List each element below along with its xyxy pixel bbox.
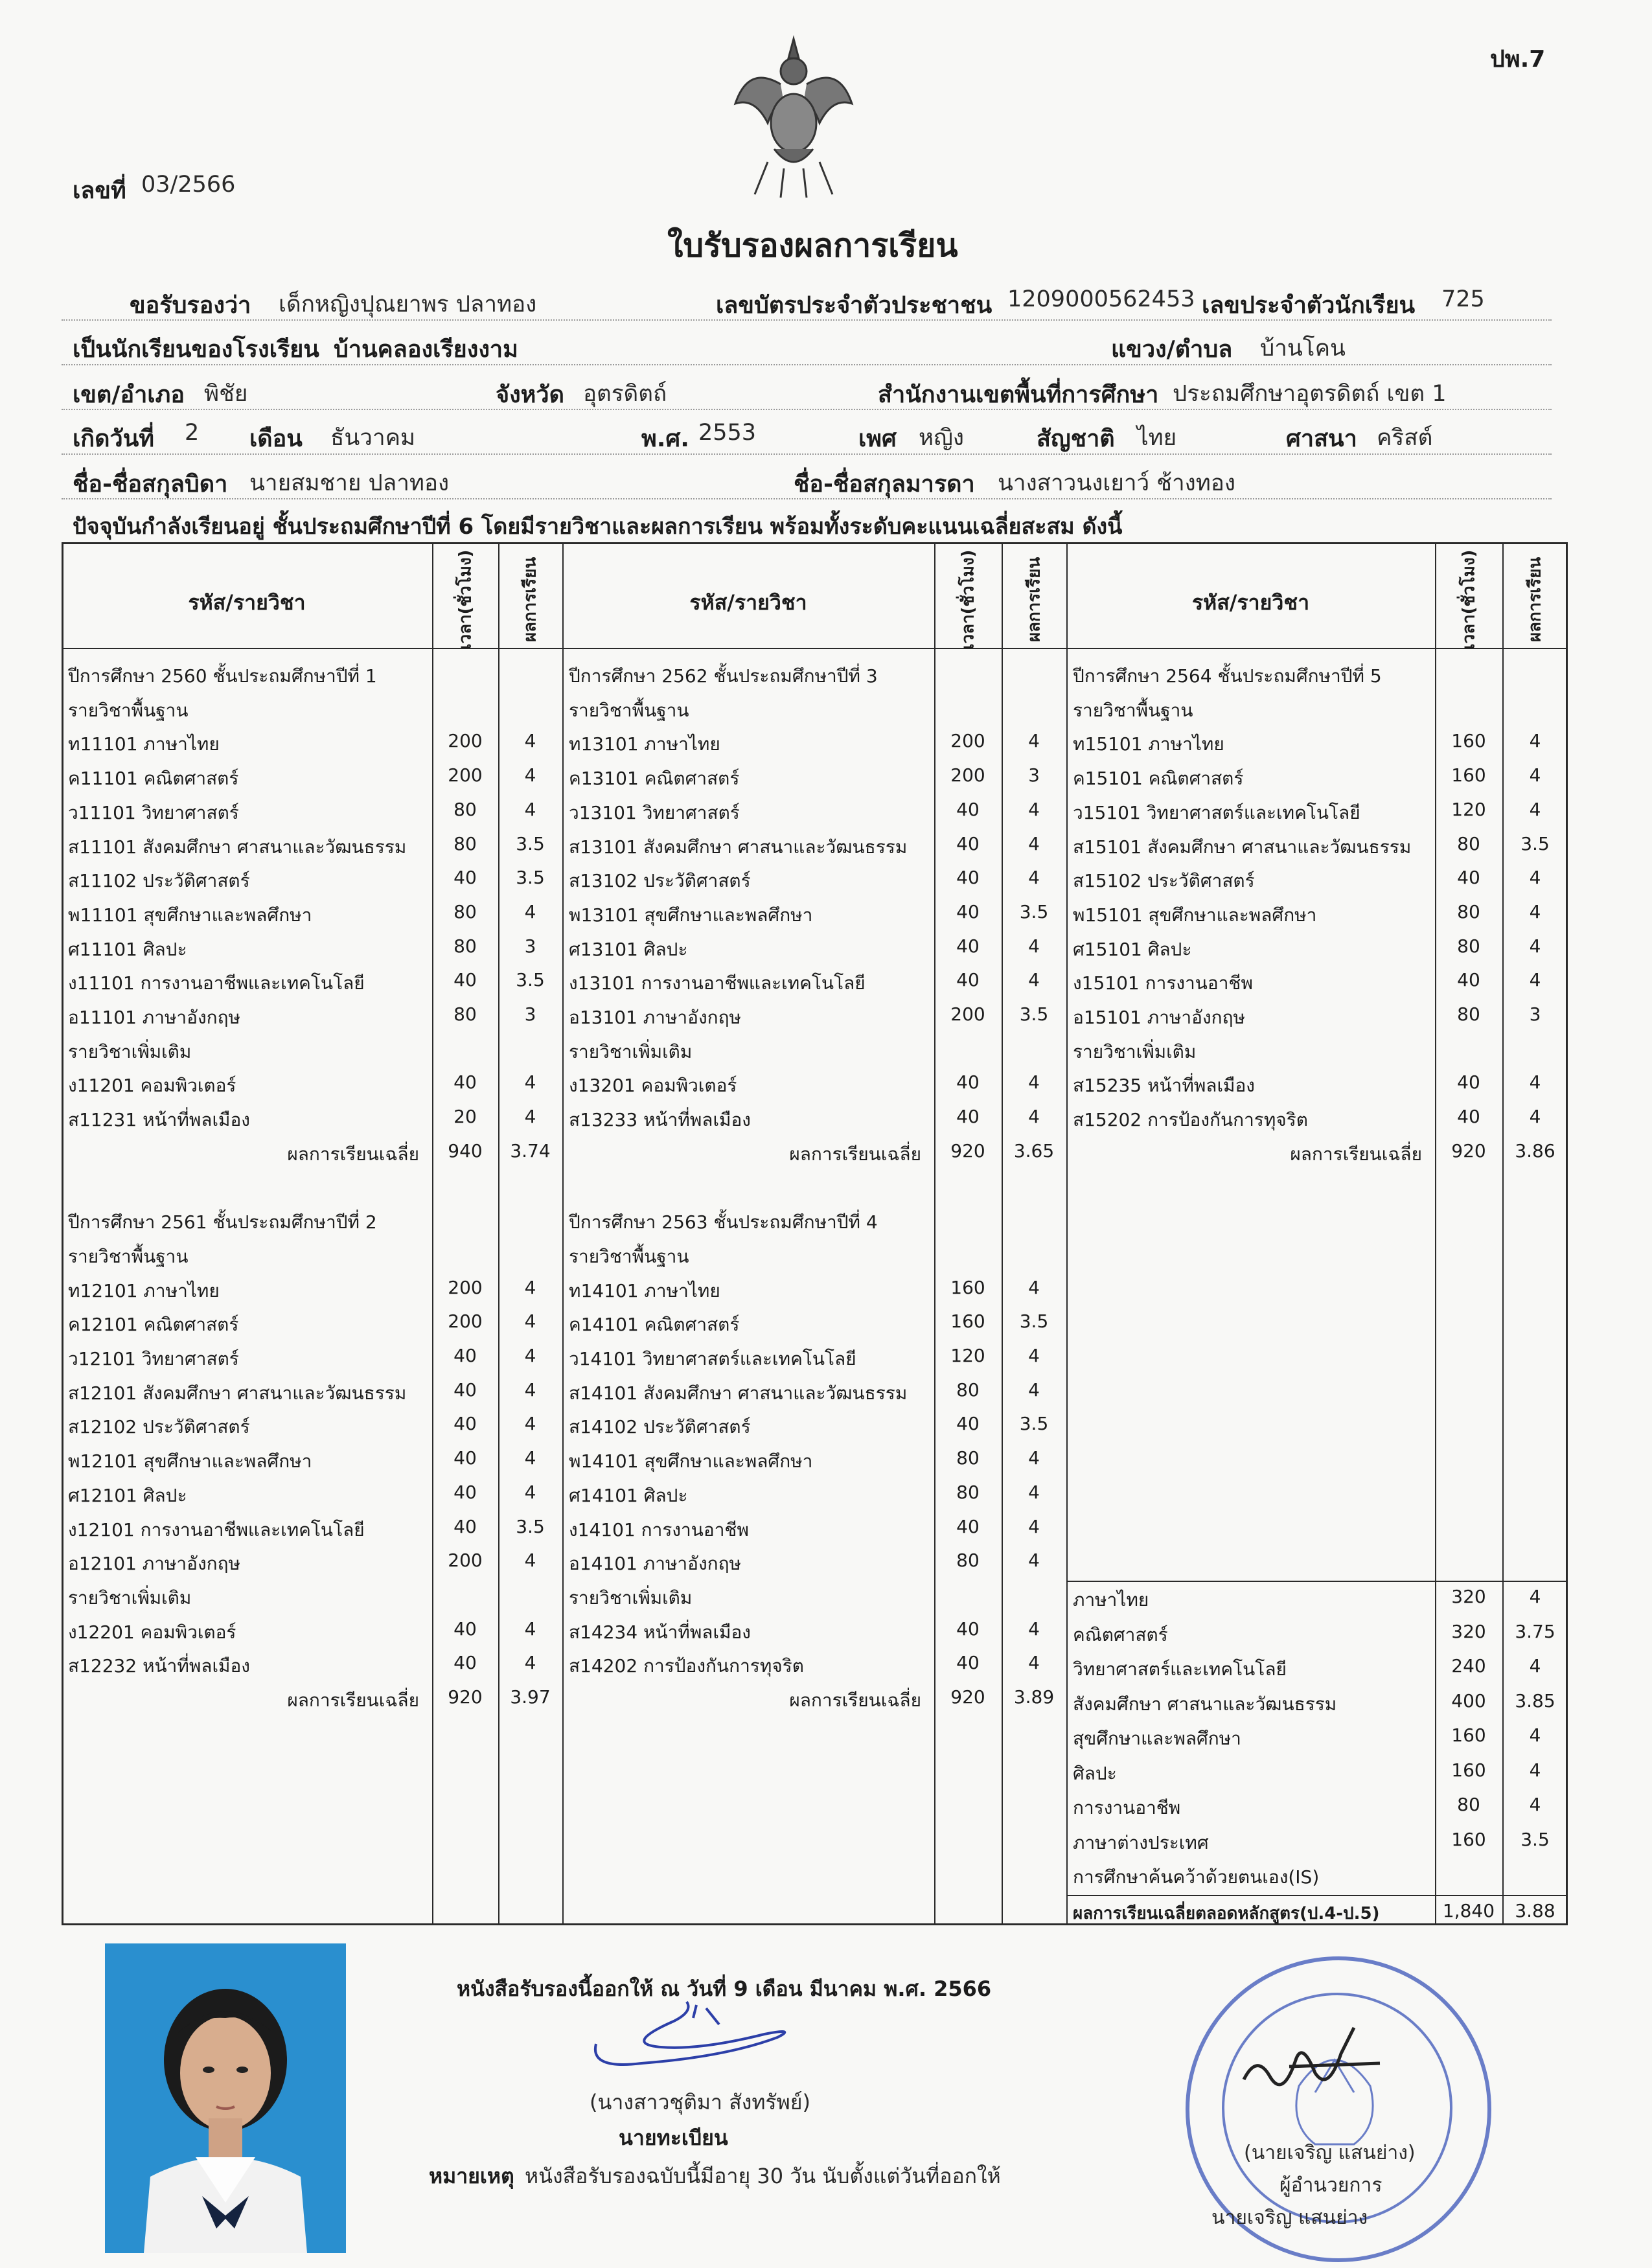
subject-grade: 4 xyxy=(524,1345,536,1366)
subject-hours: 80 xyxy=(453,935,477,957)
student-photo xyxy=(105,1943,346,2253)
summary-subject: สุขศึกษาและพลศึกษา xyxy=(1073,1728,1241,1749)
subject-grade: 4 xyxy=(1028,730,1040,752)
sex-value: หญิง xyxy=(919,425,964,451)
year-heading: ปีการศึกษา 2563 ชั้นประถมศึกษาปีที่ 4 xyxy=(569,1211,878,1233)
subject-hours: 120 xyxy=(950,1345,985,1366)
father-label: ชื่อ-ชื่อสกุลบิดา xyxy=(73,471,228,498)
subject-grade: 4 xyxy=(1529,730,1541,752)
subject-name: รายวิชาพื้นฐาน xyxy=(68,699,189,721)
subject-grade: 4 xyxy=(1028,1550,1040,1572)
subject-name: รายวิชาพื้นฐาน xyxy=(68,1245,189,1267)
summary-grade: 4 xyxy=(1529,1586,1541,1607)
subject-grade: 4 xyxy=(524,798,536,820)
subject-grade: 4 xyxy=(1529,1106,1541,1128)
student-no-value: 725 xyxy=(1441,286,1485,312)
subject-hours: 40 xyxy=(956,935,980,957)
subject-hours: 40 xyxy=(1457,1106,1480,1128)
subject-grade: 3 xyxy=(524,1003,536,1025)
director-title: ผู้อำนวยการ xyxy=(1279,2174,1382,2197)
subject-name: ส15102 ประวัติศาสตร์ xyxy=(1073,870,1255,892)
subject-name: ศ13101 ศิลปะ xyxy=(569,938,688,960)
subject-grade: 4 xyxy=(524,1550,536,1572)
director-signature xyxy=(1231,2015,1399,2099)
subject-grade: 3.5 xyxy=(1019,1311,1049,1333)
subject-hours: 160 xyxy=(1451,764,1486,786)
average-grade: 3.97 xyxy=(510,1686,551,1708)
subject-name: ว12101 วิทยาศาสตร์ xyxy=(68,1348,239,1369)
summary-subject: วิทยาศาสตร์และเทคโนโลยี xyxy=(1073,1658,1287,1680)
subject-name: ค12101 คณิตศาสตร์ xyxy=(68,1314,239,1336)
subject-name: ศ11101 ศิลปะ xyxy=(68,938,187,960)
summary-subject: ศิลปะ xyxy=(1073,1762,1117,1784)
subject-name: ง13101 การงานอาชีพและเทคโนโลยี xyxy=(569,972,866,994)
subject-grade: 4 xyxy=(1028,1106,1040,1128)
subject-name: พ14101 สุขศึกษาและพลศึกษา xyxy=(569,1450,813,1472)
subject-name: ว13101 วิทยาศาสตร์ xyxy=(569,801,740,823)
subject-name: ส13101 สังคมศึกษา ศาสนาและวัฒนธรรม xyxy=(569,836,908,858)
subject-grade: 4 xyxy=(524,730,536,752)
subject-hours: 40 xyxy=(956,969,980,991)
subject-hours: 40 xyxy=(453,1481,477,1503)
subject-hours: 40 xyxy=(956,1106,980,1128)
subject-name: รายวิชาพื้นฐาน xyxy=(1073,699,1193,721)
current-status: ปัจจุบันกำลังเรียนอยู่ ชั้นประถมศึกษาปีที่ 6 โดยมีรายวิชาและผลการเรียน พร้อมทั้งระดับคะแนนเฉลี่ยสะสม ดังนี้ xyxy=(73,514,1123,540)
summary-grade: 4 xyxy=(1529,1794,1541,1815)
subject-name: ส15202 การป้องกันการทุจริต xyxy=(1073,1109,1308,1131)
subject-grade: 4 xyxy=(1028,935,1040,957)
subject-grade: 4 xyxy=(524,1618,536,1640)
subject-name: ง12201 คอมพิวเตอร์ xyxy=(68,1621,236,1643)
nation-label: สัญชาติ xyxy=(1037,426,1115,452)
province-value: อุตรดิตถ์ xyxy=(583,381,667,407)
subject-name: ส15101 สังคมศึกษา ศาสนาและวัฒนธรรม xyxy=(1073,836,1412,858)
year-heading: ปีการศึกษา 2564 ชั้นประถมศึกษาปีที่ 5 xyxy=(1073,665,1382,687)
subject-hours: 40 xyxy=(453,1071,477,1094)
summary-subject: การศึกษาค้นคว้าด้วยตนเอง(IS) xyxy=(1073,1866,1320,1888)
average-grade: 3.89 xyxy=(1013,1686,1055,1708)
idcard-label: เลขบัตรประจำตัวประชาชน xyxy=(716,292,992,319)
subject-hours: 40 xyxy=(453,1379,477,1401)
subject-name: อ14101 ภาษาอังกฤษ xyxy=(569,1553,741,1575)
subject-hours: 40 xyxy=(453,1618,477,1640)
subject-hours: 80 xyxy=(956,1481,980,1503)
form-id: ปพ.7 xyxy=(1490,46,1546,73)
issue-statement: หนังสือรับรองนี้ออกให้ ณ วันที่ 9 เดือน มีนาคม พ.ศ. 2566 xyxy=(457,1976,992,2001)
subject-hours: 80 xyxy=(1457,1003,1480,1025)
subject-name: ง11201 คอมพิวเตอร์ xyxy=(68,1075,236,1097)
subject-grade: 3 xyxy=(1028,764,1040,786)
summary-subject: สังคมศึกษา ศาสนาและวัฒนธรรม xyxy=(1073,1693,1337,1715)
birth-year: 2553 xyxy=(698,420,757,446)
subject-hours: 200 xyxy=(448,1276,483,1298)
month-label: เดือน xyxy=(249,426,303,452)
subject-hours: 200 xyxy=(448,1311,483,1333)
average-label: ผลการเรียนเฉลี่ย xyxy=(287,1143,419,1165)
subject-hours: 160 xyxy=(1451,730,1486,752)
year-heading: ปีการศึกษา 2560 ชั้นประถมศึกษาปีที่ 1 xyxy=(68,665,377,687)
subject-grade: 3.5 xyxy=(516,832,545,854)
col2-grade-head: ผลการเรียน xyxy=(1024,556,1044,643)
registrar-name: (นางสาวชุติมา สังทรัพย์) xyxy=(590,2090,810,2114)
subject-name: รายวิชาเพิ่มเติม xyxy=(569,1586,693,1609)
subject-name: ท15101 ภาษาไทย xyxy=(1073,733,1224,755)
total-hours: 1,840 xyxy=(1442,1900,1495,1921)
average-label: ผลการเรียนเฉลี่ย xyxy=(789,1690,921,1711)
district-value: พิชัย xyxy=(204,381,248,407)
subject-name: ส14234 หน้าที่พลเมือง xyxy=(569,1621,751,1643)
subject-hours: 40 xyxy=(956,1618,980,1640)
subject-grade: 4 xyxy=(524,1481,536,1503)
summary-grade: 4 xyxy=(1529,1724,1541,1746)
year-label: พ.ศ. xyxy=(641,426,689,452)
subject-name: รายวิชาเพิ่มเติม xyxy=(1073,1040,1197,1062)
subject-hours: 40 xyxy=(956,1652,980,1674)
subject-hours: 40 xyxy=(453,1447,477,1469)
subject-grade: 4 xyxy=(524,900,536,922)
average-label: ผลการเรียนเฉลี่ย xyxy=(287,1690,419,1711)
subject-name: ส15235 หน้าที่พลเมือง xyxy=(1073,1075,1255,1097)
subject-grade: 4 xyxy=(1529,764,1541,786)
page-title: ใบรับรองผลการเรียน xyxy=(667,227,958,264)
subject-hours: 80 xyxy=(453,1003,477,1025)
subject-grade: 3.5 xyxy=(516,1515,545,1537)
average-hours: 920 xyxy=(1451,1140,1486,1162)
subject-grade: 4 xyxy=(524,1379,536,1401)
mother-label: ชื่อ-ชื่อสกุลมารดา xyxy=(794,471,975,498)
religion-label: ศาสนา xyxy=(1286,426,1357,452)
birth-day: 2 xyxy=(185,420,200,446)
subject-grade: 4 xyxy=(1028,1515,1040,1537)
subject-name: ง14101 การงานอาชีพ xyxy=(569,1518,749,1541)
sex-label: เพศ xyxy=(858,426,897,452)
subject-name: พ15101 สุขศึกษาและพลศึกษา xyxy=(1073,904,1317,926)
school-label: เป็นนักเรียนของโรงเรียน xyxy=(73,336,319,363)
summary-hours: 80 xyxy=(1457,1794,1480,1815)
subject-name: ง11101 การงานอาชีพและเทคโนโลยี xyxy=(68,972,365,994)
subdistrict-label: แขวง/ตำบล xyxy=(1111,336,1233,363)
school-value: บ้านคลองเรียงงาม xyxy=(334,336,518,363)
subject-name: ส14101 สังคมศึกษา ศาสนาและวัฒนธรรม xyxy=(569,1382,908,1404)
subject-hours: 80 xyxy=(1457,935,1480,957)
subject-grade: 4 xyxy=(1028,1447,1040,1469)
col1-hours-head: เวลา(ชั่วโมง) xyxy=(455,549,476,650)
subject-grade: 4 xyxy=(524,764,536,786)
subject-grade: 4 xyxy=(524,1447,536,1469)
subject-name: พ13101 สุขศึกษาและพลศึกษา xyxy=(569,904,813,926)
subject-hours: 80 xyxy=(453,832,477,854)
subject-grade: 4 xyxy=(1028,1276,1040,1298)
subject-hours: 40 xyxy=(1457,867,1480,889)
idcard-value: 1209000562453 xyxy=(1007,286,1195,312)
summary-grade: 3.75 xyxy=(1515,1620,1555,1642)
subject-name: ส13233 หน้าที่พลเมือง xyxy=(569,1109,751,1131)
registrar-title: นายทะเบียน xyxy=(619,2125,728,2150)
student-name: เด็กหญิงปุณยาพร ปลาทอง xyxy=(279,292,537,317)
subject-hours: 20 xyxy=(453,1106,477,1128)
total-label: ผลการเรียนเฉลี่ยตลอดหลักสูตร(ป.4-ป.5) xyxy=(1073,1904,1380,1923)
certify-label: ขอรับรองว่า xyxy=(130,292,251,319)
subject-grade: 3 xyxy=(524,935,536,957)
subject-name: ส11231 หน้าที่พลเมือง xyxy=(68,1109,250,1131)
subject-grade: 4 xyxy=(524,1106,536,1128)
average-grade: 3.65 xyxy=(1013,1140,1055,1162)
subject-name: อ15101 ภาษาอังกฤษ xyxy=(1073,1007,1245,1028)
subject-name: พ12101 สุขศึกษาและพลศึกษา xyxy=(68,1450,312,1472)
subject-name: ส14102 ประวัติศาสตร์ xyxy=(569,1416,751,1438)
col1-subject-head: รหัส/รายวิชา xyxy=(188,590,306,615)
subject-grade: 4 xyxy=(1028,798,1040,820)
subject-grade: 4 xyxy=(524,1071,536,1094)
subject-grade: 4 xyxy=(1028,1481,1040,1503)
subject-name: รายวิชาเพิ่มเติม xyxy=(569,1040,693,1062)
garuda-emblem xyxy=(729,26,858,201)
subject-hours: 40 xyxy=(956,798,980,820)
subject-hours: 40 xyxy=(453,867,477,889)
subject-grade: 3.5 xyxy=(1520,832,1550,854)
year-heading: ปีการศึกษา 2562 ชั้นประถมศึกษาปีที่ 3 xyxy=(569,665,878,687)
doc-no: 03/2566 xyxy=(141,172,236,198)
col2-hours-head: เวลา(ชั่วโมง) xyxy=(958,549,978,650)
subject-grade: 3 xyxy=(1529,1003,1541,1025)
subject-name: ท13101 ภาษาไทย xyxy=(569,733,720,755)
subject-name: ว11101 วิทยาศาสตร์ xyxy=(68,801,239,823)
note-text: หนังสือรับรองฉบับนี้มีอายุ 30 วัน นับตั้งแต่วันที่ออกให้ xyxy=(525,2164,1001,2188)
office-label: สำนักงานเขตพื้นที่การศึกษา xyxy=(878,382,1159,408)
subject-name: ท11101 ภาษาไทย xyxy=(68,733,220,755)
subject-name: ศ14101 ศิลปะ xyxy=(569,1484,688,1506)
summary-hours: 320 xyxy=(1451,1586,1486,1607)
subject-grade: 3.5 xyxy=(1019,900,1049,922)
subject-name: ส12232 หน้าที่พลเมือง xyxy=(68,1655,250,1677)
average-label: ผลการเรียนเฉลี่ย xyxy=(1290,1143,1422,1165)
subject-grade: 4 xyxy=(1028,1652,1040,1674)
subject-hours: 80 xyxy=(956,1550,980,1572)
subject-name: รายวิชาเพิ่มเติม xyxy=(68,1040,192,1062)
summary-subject: ภาษาต่างประเทศ xyxy=(1073,1831,1209,1853)
subject-hours: 160 xyxy=(950,1311,985,1333)
average-grade: 3.74 xyxy=(510,1140,551,1162)
subject-hours: 200 xyxy=(950,730,985,752)
subject-name: พ11101 สุขศึกษาและพลศึกษา xyxy=(68,904,312,926)
subject-name: ว15101 วิทยาศาสตร์และเทคโนโลยี xyxy=(1073,801,1360,823)
subject-grade: 3.5 xyxy=(1019,1003,1049,1025)
student-no-label: เลขประจำตัวนักเรียน xyxy=(1202,292,1416,319)
subject-grade: 4 xyxy=(524,1413,536,1435)
subject-hours: 40 xyxy=(453,1345,477,1366)
director-name: (นายเจริญ แสนย่าง) xyxy=(1244,2142,1416,2164)
subject-grade: 4 xyxy=(1529,935,1541,957)
subject-hours: 80 xyxy=(1457,832,1480,854)
subject-name: อ13101 ภาษาอังกฤษ xyxy=(569,1007,741,1028)
summary-grade: 3.5 xyxy=(1520,1828,1550,1850)
subject-hours: 40 xyxy=(453,1413,477,1435)
subject-hours: 40 xyxy=(1457,969,1480,991)
subject-grade: 3.5 xyxy=(516,969,545,991)
subject-name: ง13201 คอมพิวเตอร์ xyxy=(569,1075,737,1097)
total-grade: 3.88 xyxy=(1515,1900,1555,1921)
subject-grade: 4 xyxy=(1529,867,1541,889)
subject-name: ส14202 การป้องกันการทุจริต xyxy=(569,1655,804,1677)
subject-grade: 3.5 xyxy=(516,867,545,889)
birth-month: ธันวาคม xyxy=(330,425,416,451)
subject-grade: 4 xyxy=(1529,1071,1541,1094)
subject-name: ส12101 สังคมศึกษา ศาสนาและวัฒนธรรม xyxy=(68,1382,407,1404)
subject-name: ท14101 ภาษาไทย xyxy=(569,1279,720,1301)
subject-hours: 40 xyxy=(453,1652,477,1674)
director-name-2: นายเจริญ แสนย่าง xyxy=(1211,2206,1368,2229)
subject-grade: 4 xyxy=(1529,969,1541,991)
subject-name: รายวิชาพื้นฐาน xyxy=(569,1245,689,1267)
mother-value: นางสาวนงเยาว์ ช้างทอง xyxy=(998,470,1235,496)
subject-grade: 3.5 xyxy=(1019,1413,1049,1435)
subject-hours: 200 xyxy=(448,1550,483,1572)
subject-hours: 80 xyxy=(453,900,477,922)
province-label: จังหวัด xyxy=(496,382,564,408)
subject-name: ส11102 ประวัติศาสตร์ xyxy=(68,870,250,892)
subject-grade: 4 xyxy=(1028,832,1040,854)
summary-subject: ภาษาไทย xyxy=(1073,1589,1149,1610)
summary-hours: 320 xyxy=(1451,1620,1486,1642)
subject-name: ว14101 วิทยาศาสตร์และเทคโนโลยี xyxy=(569,1348,856,1369)
office-value: ประถมศึกษาอุตรดิตถ์ เขต 1 xyxy=(1173,381,1447,407)
average-label: ผลการเรียนเฉลี่ย xyxy=(789,1143,921,1165)
summary-hours: 160 xyxy=(1451,1759,1486,1781)
subject-name: รายวิชาพื้นฐาน xyxy=(569,699,689,721)
subject-name: ง12101 การงานอาชีพและเทคโนโลยี xyxy=(68,1518,365,1541)
father-value: นายสมชาย ปลาทอง xyxy=(249,470,450,496)
average-hours: 940 xyxy=(448,1140,483,1162)
subject-name: อ11101 ภาษาอังกฤษ xyxy=(68,1007,240,1028)
subject-grade: 4 xyxy=(1529,798,1541,820)
subject-name: ส11101 สังคมศึกษา ศาสนาและวัฒนธรรม xyxy=(68,836,407,858)
nation-value: ไทย xyxy=(1137,425,1177,451)
subject-hours: 80 xyxy=(956,1447,980,1469)
subject-hours: 40 xyxy=(453,1515,477,1537)
summary-hours: 160 xyxy=(1451,1828,1486,1850)
subject-hours: 200 xyxy=(448,730,483,752)
subject-name: ส12102 ประวัติศาสตร์ xyxy=(68,1416,250,1438)
subject-hours: 40 xyxy=(956,1071,980,1094)
subject-name: ค14101 คณิตศาสตร์ xyxy=(569,1314,740,1336)
subject-grade: 4 xyxy=(524,1652,536,1674)
subject-grade: 4 xyxy=(524,1311,536,1333)
summary-hours: 400 xyxy=(1451,1690,1486,1712)
district-label: เขต/อำเภอ xyxy=(73,382,185,408)
subject-hours: 80 xyxy=(1457,900,1480,922)
col3-hours-head: เวลา(ชั่วโมง) xyxy=(1459,549,1479,650)
subject-name: อ12101 ภาษาอังกฤษ xyxy=(68,1553,240,1575)
subject-hours: 40 xyxy=(1457,1071,1480,1094)
subject-hours: 80 xyxy=(453,798,477,820)
doc-no-label: เลขที่ xyxy=(73,178,126,204)
summary-grade: 4 xyxy=(1529,1759,1541,1781)
subject-hours: 40 xyxy=(956,1413,980,1435)
subject-hours: 40 xyxy=(956,832,980,854)
subject-name: ง15101 การงานอาชีพ xyxy=(1073,972,1253,994)
subject-hours: 40 xyxy=(956,1515,980,1537)
subject-hours: 200 xyxy=(448,764,483,786)
summary-grade: 4 xyxy=(1529,1655,1541,1677)
registrar-signature xyxy=(583,1999,803,2076)
subject-name: ท12101 ภาษาไทย xyxy=(68,1279,220,1301)
subject-hours: 200 xyxy=(950,764,985,786)
subject-hours: 40 xyxy=(956,867,980,889)
subject-grade: 4 xyxy=(1529,900,1541,922)
religion-value: คริสต์ xyxy=(1377,425,1433,451)
note-label: หมายเหตุ xyxy=(429,2164,514,2188)
subject-name: ค11101 คณิตศาสตร์ xyxy=(68,768,239,790)
subject-hours: 160 xyxy=(950,1276,985,1298)
subject-hours: 80 xyxy=(956,1379,980,1401)
average-hours: 920 xyxy=(950,1686,985,1708)
average-hours: 920 xyxy=(448,1686,483,1708)
subject-name: ส13102 ประวัติศาสตร์ xyxy=(569,870,751,892)
subject-grade: 4 xyxy=(1028,867,1040,889)
subject-hours: 120 xyxy=(1451,798,1486,820)
year-heading: ปีการศึกษา 2561 ชั้นประถมศึกษาปีที่ 2 xyxy=(68,1211,377,1233)
col3-grade-head: ผลการเรียน xyxy=(1525,556,1545,643)
subject-grade: 4 xyxy=(1028,1345,1040,1366)
summary-subject: การงานอาชีพ xyxy=(1073,1797,1181,1818)
average-hours: 920 xyxy=(950,1140,985,1162)
subject-name: ศ12101 ศิลปะ xyxy=(68,1484,187,1506)
subject-name: รายวิชาเพิ่มเติม xyxy=(68,1586,192,1609)
subject-name: ค15101 คณิตศาสตร์ xyxy=(1073,768,1244,790)
subject-hours: 40 xyxy=(956,900,980,922)
subdistrict-value: บ้านโคน xyxy=(1260,336,1346,361)
subject-name: ค13101 คณิตศาสตร์ xyxy=(569,768,740,790)
summary-subject: คณิตศาสตร์ xyxy=(1073,1623,1168,1645)
col3-subject-head: รหัส/รายวิชา xyxy=(1191,590,1310,615)
subject-grade: 4 xyxy=(1028,1379,1040,1401)
subject-grade: 4 xyxy=(524,1276,536,1298)
summary-hours: 240 xyxy=(1451,1655,1486,1677)
subject-hours: 40 xyxy=(453,969,477,991)
subject-grade: 4 xyxy=(1028,1618,1040,1640)
subject-grade: 4 xyxy=(1028,969,1040,991)
summary-grade: 3.85 xyxy=(1515,1690,1555,1712)
col2-subject-head: รหัส/รายวิชา xyxy=(689,590,807,615)
subject-name: ศ15101 ศิลปะ xyxy=(1073,938,1192,960)
summary-hours: 160 xyxy=(1451,1724,1486,1746)
average-grade: 3.86 xyxy=(1515,1140,1555,1162)
subject-hours: 200 xyxy=(950,1003,985,1025)
birth-label: เกิดวันที่ xyxy=(73,426,155,452)
col1-grade-head: ผลการเรียน xyxy=(520,556,540,643)
subject-grade: 4 xyxy=(1028,1071,1040,1094)
